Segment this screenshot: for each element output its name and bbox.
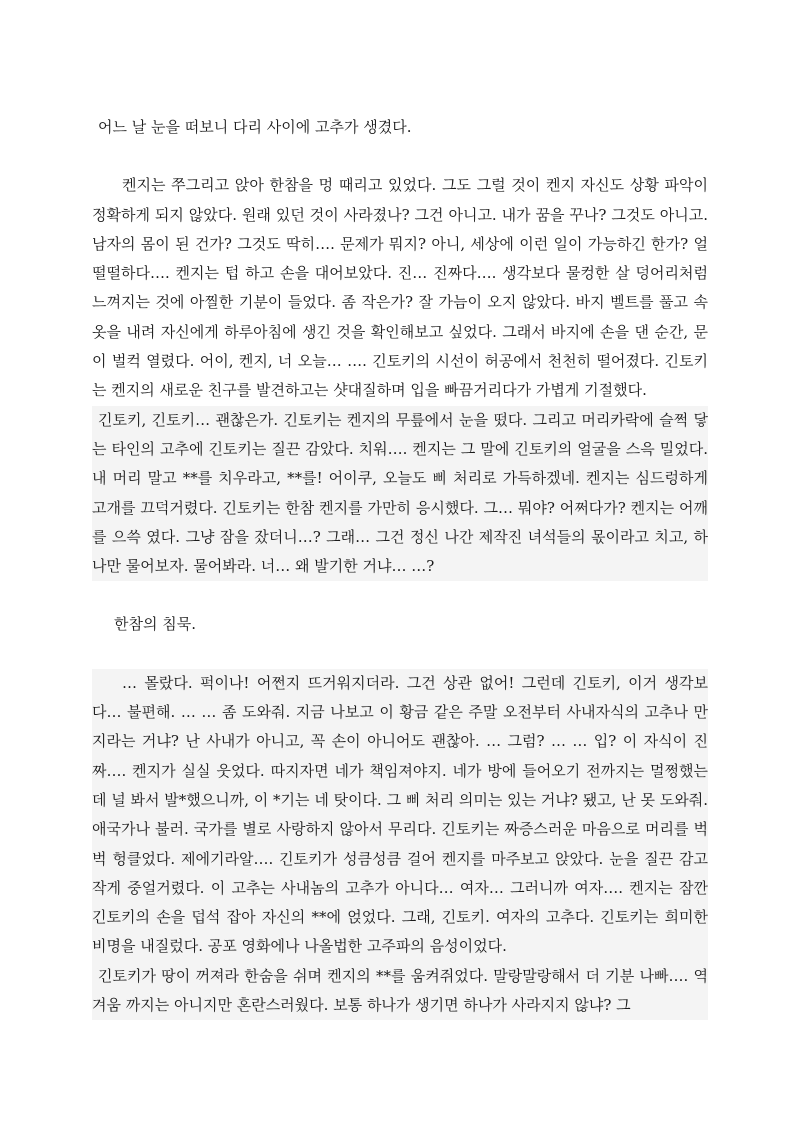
paragraph-gap [92, 640, 708, 669]
paragraph-silence: 한참의 침묵. [114, 615, 196, 634]
paragraph-opening: 어느 날 눈을 떠보니 다리 사이에 고추가 생겼다. [98, 118, 412, 136]
paragraph-gap [92, 142, 708, 171]
paragraph-conversation: … 몰랐다. 퍽이나! 어쩐지 뜨거워지더라. 그건 상관 없어! 그런데 긴토키, 이거 생각보다… 불편해. … … 좀 도와줘. 지금 나보고 이 황금 같은 주말 오전부터 사내자식의 고추나 만지라는 거냐? 난 사내가 아니고, 꼭 손이 아니어도 괜찮아. … 그럼? … … 입? 이 자식이 진짜…. 켄지가 실실 웃었다. 따지자면 네가 책임져야지. 네가 방에 들어오기 전까지는 멀쩡했는데 널 봐서 발*했으니까, 이 *기는 네 탓이다. 그 삐 처리 의미는 있는 거냐? 됐고, 난 못 도와줘. 애국가나 불러. 국가를 별로 사랑하지 않아서 무리다. 긴토키는 짜증스러운 마음으로 머리를 벅벅 헝클었다. 제에기라알…. 긴토키가 성큼성큼 걸어 켄지를 마주보고 앉았다. 눈을 질끈 감고 작게 중얼거렸다. 이 고추는 사내놈의 고추가 아니다… 여자… 그러니까 여자…. 켄지는 잠깐 긴토키의 손을 덥석 잡아 자신의 **에 얹었다. 그래, 긴토키. 여자의 고추다. 긴토키는 희미한 비명을 내질렀다. 공포 영화에나 나올법한 고주파의 음성이었다. [92, 669, 708, 962]
paragraph-sigh: 긴토키가 땅이 꺼져라 한숨을 쉬며 켄지의 **를 움켜쥐었다. 말랑말랑해서 더 기분 나빠…. 역겨움 까지는 아니지만 혼란스러웠다. 보통 하나가 생기면 하나가 사라지지 않냐? 그 [92, 962, 708, 1021]
paragraph-gap [92, 581, 708, 610]
paragraph-discovery: 켄지는 쭈그리고 앉아 한참을 멍 때리고 있었다. 그도 그럴 것이 켄지 자신도 상황 파악이 정확하게 되지 않았다. 원래 있던 것이 사라졌나? 그건 아니고. 내가 꿈을 꾸나? 그것도 아니고. 남자의 몸이 된 건가? 그것도 딱히…. 문제가 뭐지? 아니, 세상에 이런 일이 가능하긴 한가? 얼떨떨하다…. 켄지는 텁 하고 손을 대어보았다. 진… 진짜다…. 생각보다 물컹한 살 덩어리처럼 느껴지는 것에 아찔한 기분이 들었다. 좀 작은가? 잘 가늠이 오지 않았다. 바지 벨트를 풀고 속옷을 내려 자신에게 하루아침에 생긴 것을 확인해보고 싶었다. 그래서 바지에 손을 댄 순간, 문이 벌컥 열렸다. 어이, 켄지, 너 오늘… …. 긴토키의 시선이 허공에서 천천히 떨어졌다. 긴토키는 켄지의 새로운 친구를 발견하고는 샷대질하며 입을 빠끔거리다가 가볍게 기절했다. [92, 176, 708, 400]
paragraph-gintoki-wakes: 긴토키, 긴토키… 괜찮은가. 긴토키는 켄지의 무릎에서 눈을 떴다. 그리고 머리카락에 슬쩍 닿는 타인의 고추에 긴토키는 질끈 감았다. 치워…. 켄지는 그 말에 긴토키의 얼굴을 스윽 밀었다. 내 머리 말고 **를 치우라고, **를! 어이쿠, 오늘도 삐 처리로 가득하겠네. 켄지는 심드렁하게 고개를 끄덕거렸다. 긴토키는 한참 켄지를 가만히 응시했다. 그… 뭐야? 어쩌다가? 켄지는 어깨를 으쓱 였다. 그냥 잠을 잤더니…? 그래… 그건 정신 나간 제작진 녀석들의 몫이라고 치고, 하나만 물어보자. 물어봐라. 너… 왜 발기한 거냐… …? [92, 406, 708, 582]
